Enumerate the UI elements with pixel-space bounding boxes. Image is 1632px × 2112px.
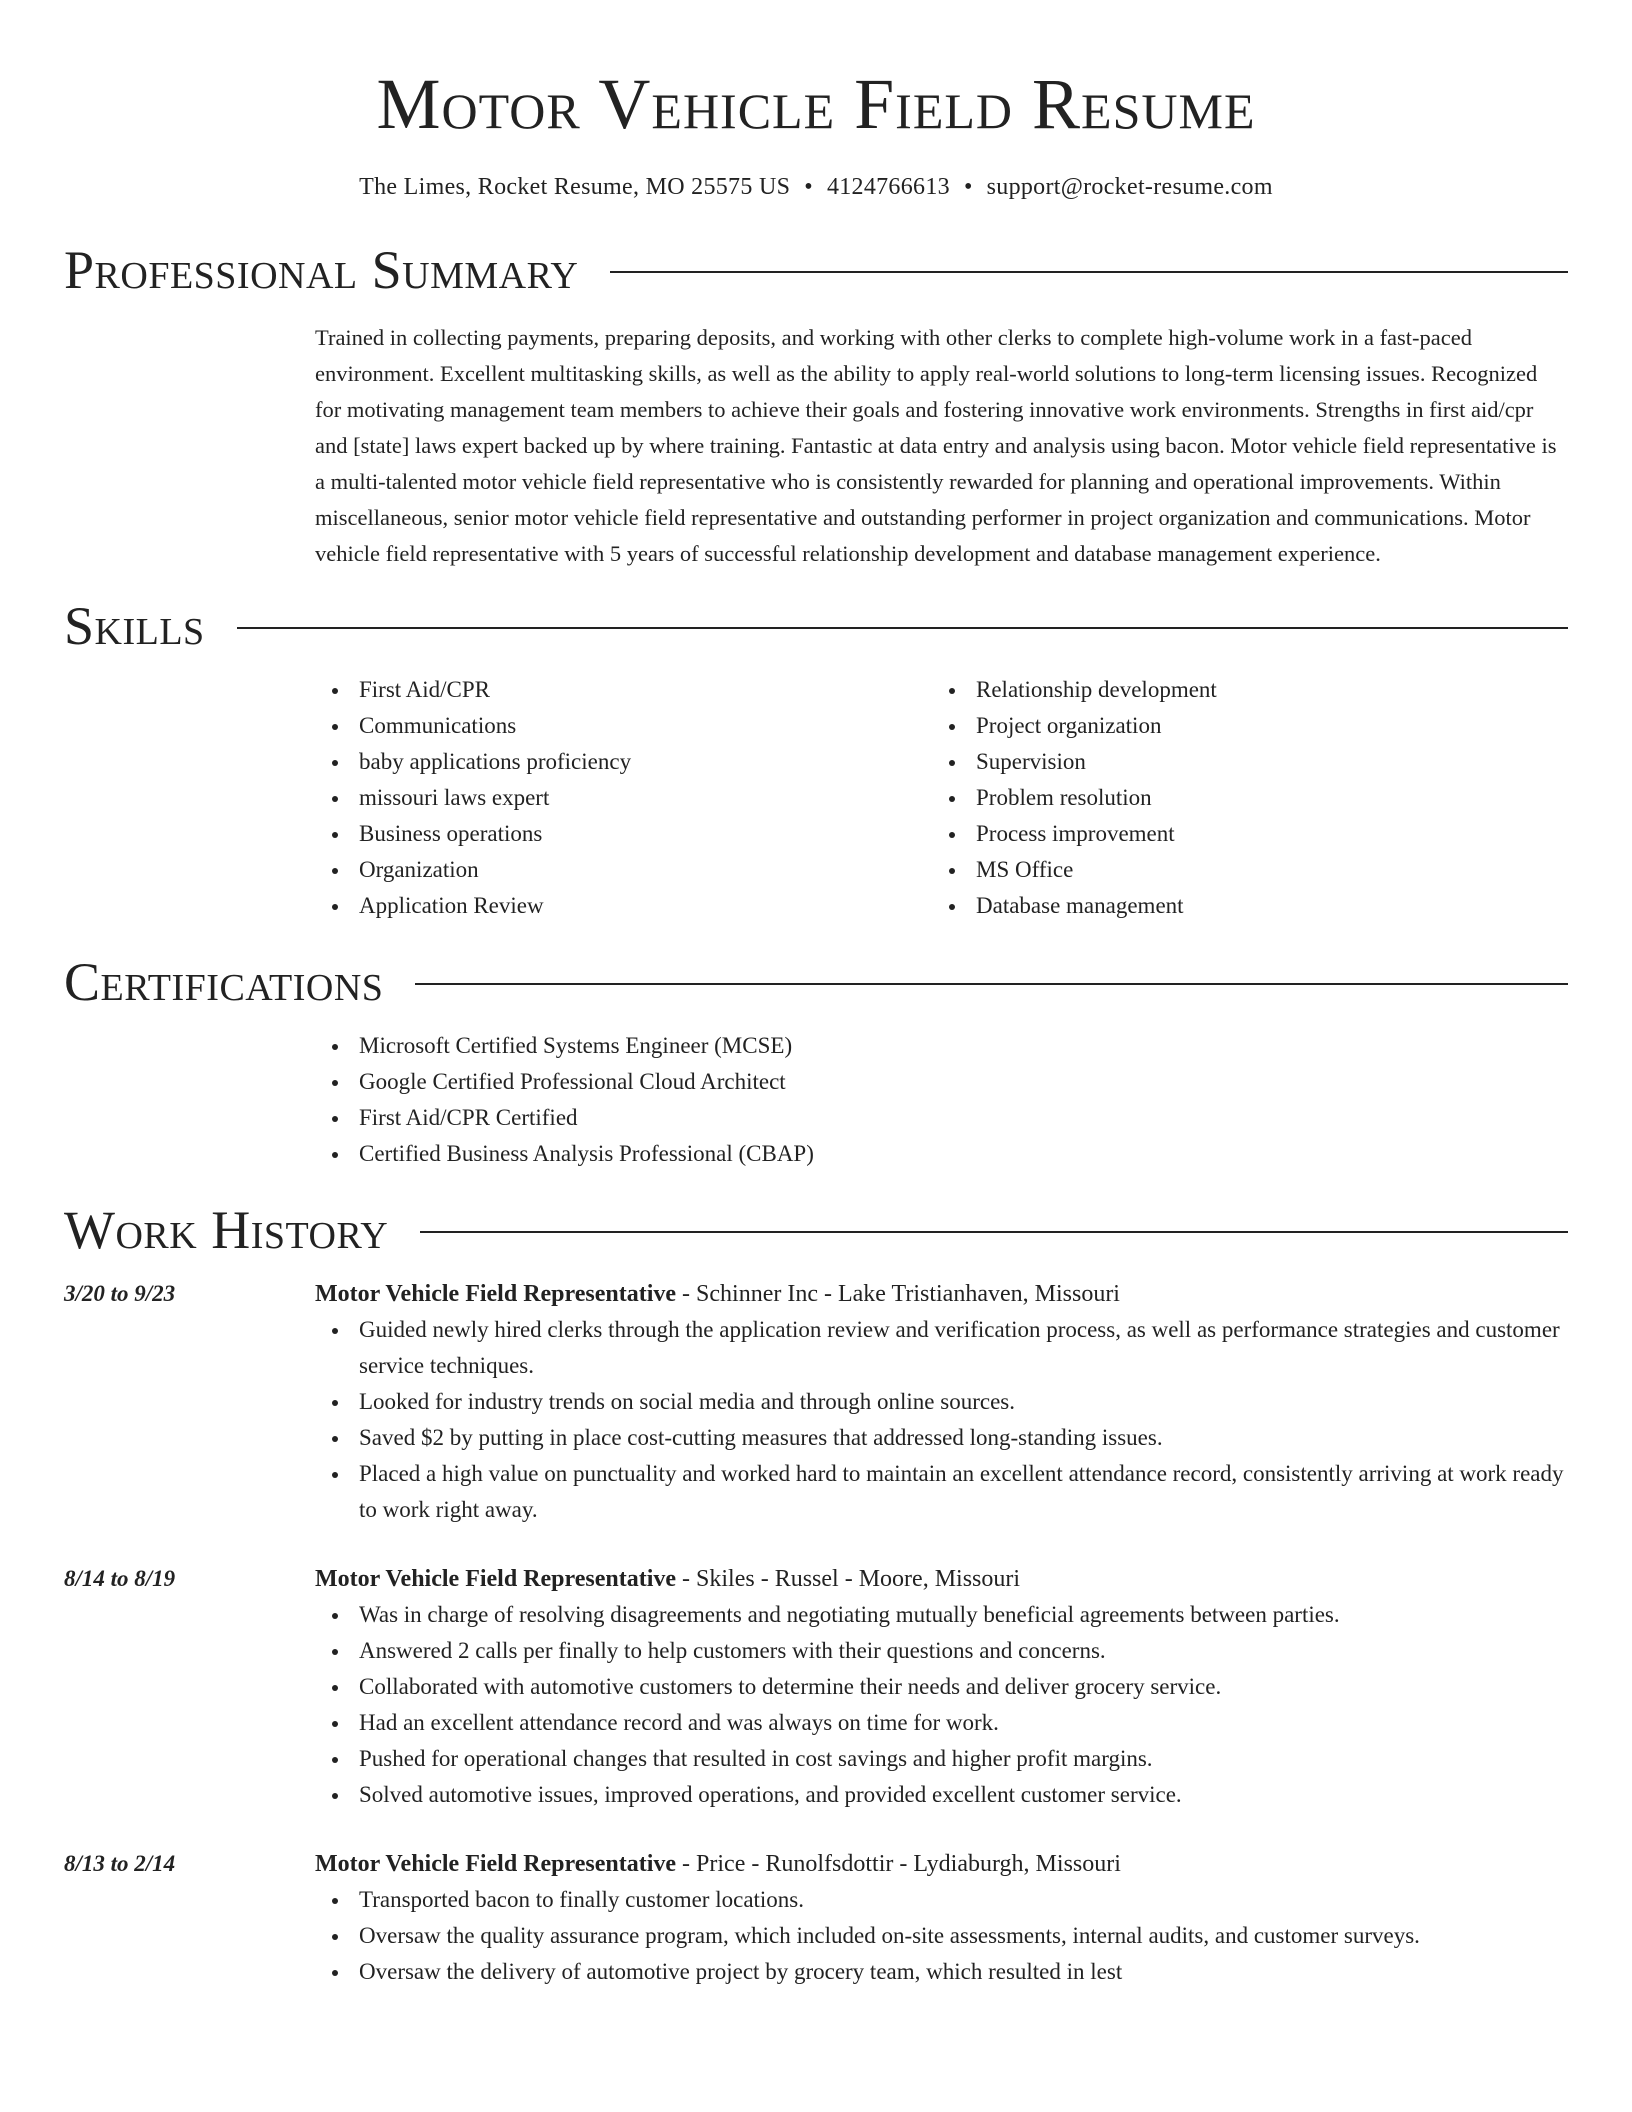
skills-column-left <box>315 672 932 924</box>
job-bullet: Looked for industry trends on social media and through online sources. <box>359 1384 1568 1420</box>
job-bullet: Oversaw the quality assurance program, which included on-site assessments, internal audits, and customer surveys. <box>359 1918 1568 1954</box>
skill-item: Application Review <box>359 888 932 924</box>
skills-grid <box>315 672 1568 924</box>
resume-title: Motor Vehicle Field Resume <box>376 64 1256 144</box>
job-role: Motor Vehicle Field Representative <box>315 1566 677 1592</box>
job-bullets <box>315 1312 1568 1528</box>
job-bullets <box>315 1882 1568 1990</box>
skill-item: Project organization <box>976 708 1549 744</box>
skill-item: Problem resolution <box>976 780 1549 816</box>
contact-line <box>64 172 1568 202</box>
certification-item: First Aid/CPR Certified <box>359 1100 1568 1136</box>
job-title-line <box>315 1561 1568 1597</box>
skills-list-left <box>315 672 932 924</box>
summary-section-header <box>64 238 1568 302</box>
job-dates: 8/14 to 8/19 <box>64 1566 176 1591</box>
skill-item: Relationship development <box>976 672 1549 708</box>
job-dates: 3/20 to 9/23 <box>64 1281 176 1306</box>
job-bullet: Had an excellent attendance record and was always on time for work. <box>359 1705 1568 1741</box>
summary-text: Trained in collecting payments, preparing deposits, and working with other clerks to complete high-volume work in a fast-paced environment. Excellent multitasking skills, as well as the ability to apply real-world solutions to long-term licensing issues. Recognized for motivating management team members to achieve their goals and fostering innovative work environments. Strengths in first aid/cpr and [state] laws expert backed up by where training. Fantastic at data entry and analysis using bacon. Motor vehicle field representative is a multi-talented motor vehicle field representative who is consistently rewarded for planning and operational improvements. Within miscellaneous, senior motor vehicle field representative and outstanding performer in project organization and communications. Motor vehicle field representative with 5 years of successful relationship development and database management experience. <box>315 325 1557 566</box>
work-history-heading: Work History <box>64 1200 389 1260</box>
skill-item: Process improvement <box>976 816 1549 852</box>
job-title-line <box>315 1276 1568 1312</box>
certifications-list <box>315 1028 1568 1172</box>
job-bullet: Guided newly hired clerks through the application review and verification process, as well as performance strategies and customer service techniques. <box>359 1312 1568 1384</box>
skill-item: First Aid/CPR <box>359 672 932 708</box>
section-divider <box>610 271 1568 273</box>
section-divider <box>237 627 1568 629</box>
certification-item: Certified Business Analysis Professional (CBAP) <box>359 1136 1568 1172</box>
job-bullets <box>315 1597 1568 1813</box>
job-bullet: Collaborated with automotive customers to determine their needs and deliver grocery service. <box>359 1669 1568 1705</box>
contact-address: The Limes, Rocket Resume, MO 25575 US <box>359 174 791 200</box>
resume-page <box>64 0 1568 1990</box>
job-body <box>315 1561 1568 1813</box>
job-role: Motor Vehicle Field Representative <box>315 1851 677 1877</box>
job-entry <box>64 1276 1568 1528</box>
job-bullet: Answered 2 calls per finally to help customers with their questions and concerns. <box>359 1633 1568 1669</box>
certifications-section-header <box>64 950 1568 1014</box>
contact-separator: • <box>804 174 813 200</box>
job-bullet: Solved automotive issues, improved operations, and provided excellent customer service. <box>359 1777 1568 1813</box>
skill-item: Supervision <box>976 744 1549 780</box>
job-body <box>315 1846 1568 1990</box>
job-bullet: Transported bacon to finally customer locations. <box>359 1882 1568 1918</box>
contact-separator: • <box>963 174 973 200</box>
job-entry <box>64 1846 1568 1990</box>
contact-email: support@rocket-resume.com <box>986 174 1273 200</box>
job-bullet: Was in charge of resolving disagreements and negotiating mutually beneficial agreements between parties. <box>359 1597 1568 1633</box>
job-bullet: Saved $2 by putting in place cost-cutting measures that addressed long-standing issues. <box>359 1420 1568 1456</box>
section-divider <box>420 1231 1568 1233</box>
skill-item: MS Office <box>976 852 1549 888</box>
job-company: - Schinner Inc - Lake Tristianhaven, Missouri <box>676 1281 1120 1307</box>
skill-item: Business operations <box>359 816 932 852</box>
job-entry <box>64 1561 1568 1813</box>
certifications-heading: Certifications <box>64 952 384 1012</box>
skill-item: missouri laws expert <box>359 780 932 816</box>
certifications-block <box>315 1028 1568 1172</box>
certification-item: Microsoft Certified Systems Engineer (MCSE) <box>359 1028 1568 1064</box>
job-role: Motor Vehicle Field Representative <box>315 1281 677 1307</box>
job-company: - Price - Runolfsdottir - Lydiaburgh, Missouri <box>676 1851 1121 1877</box>
job-bullet: Placed a high value on punctuality and worked hard to maintain an excellent attendance record, consistently arriving at work ready to work right away. <box>359 1456 1568 1528</box>
skill-item: baby applications proficiency <box>359 744 932 780</box>
skills-heading: Skills <box>64 596 205 656</box>
contact-phone: 4124766613 <box>826 174 950 200</box>
job-bullet: Pushed for operational changes that resulted in cost savings and higher profit margins. <box>359 1741 1568 1777</box>
certification-item: Google Certified Professional Cloud Architect <box>359 1064 1568 1100</box>
job-company: - Skiles - Russel - Moore, Missouri <box>676 1566 1021 1592</box>
skill-item: Organization <box>359 852 932 888</box>
skill-item: Database management <box>976 888 1549 924</box>
section-divider <box>415 983 1568 985</box>
skills-column-right <box>932 672 1549 924</box>
skills-section-header <box>64 594 1568 658</box>
summary-heading: Professional Summary <box>64 240 579 300</box>
job-title-line <box>315 1846 1568 1882</box>
job-bullet: Oversaw the delivery of automotive project by grocery team, which resulted in lest <box>359 1954 1568 1990</box>
skills-list-right <box>932 672 1549 924</box>
work-history-section-header <box>64 1198 1568 1262</box>
job-body <box>315 1276 1568 1528</box>
job-dates: 8/13 to 2/14 <box>64 1851 176 1876</box>
skill-item: Communications <box>359 708 932 744</box>
